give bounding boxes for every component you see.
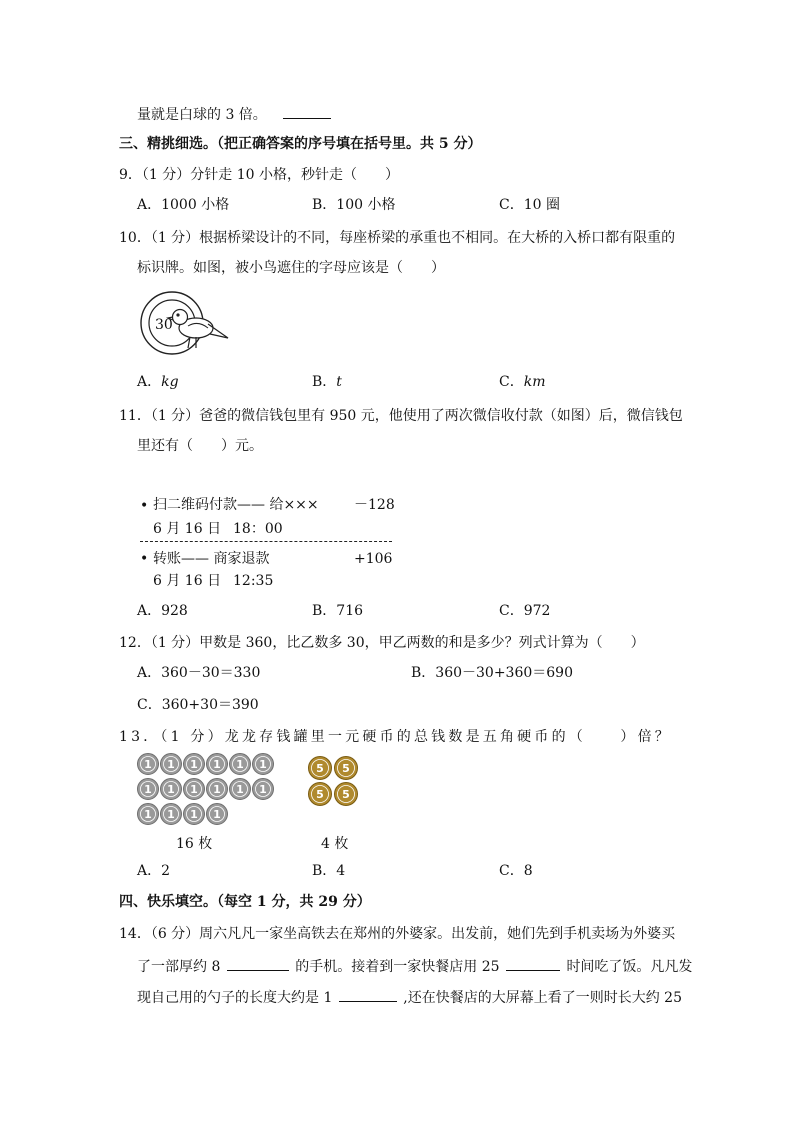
one-yuan-coin <box>253 754 274 775</box>
five-jiao-count-label: 4 枚 <box>321 836 349 852</box>
one-yuan-coin <box>161 779 182 800</box>
q9-option-a[interactable]: A．1000 小格 <box>137 197 230 213</box>
record-2-time: 12:35 <box>233 573 274 589</box>
svg-text:1: 1 <box>144 758 152 771</box>
q10-option-a-text: kg <box>161 374 179 390</box>
q10-option-c[interactable] <box>499 372 545 392</box>
svg-text:5: 5 <box>316 762 324 775</box>
record-1-amount: －128 <box>354 497 395 513</box>
record-divider <box>140 541 392 542</box>
one-yuan-coin <box>207 754 228 775</box>
q14-text-3: 时间吃了饭。凡凡发 <box>566 959 693 975</box>
record-2-desc: 转账—— 商家退款 <box>153 551 270 567</box>
five-jiao-coin <box>335 757 358 780</box>
q14-text-4: 现自己用的勺子的长度大约是 1 <box>137 990 333 1006</box>
q12-option-c[interactable]: C．360+30＝390 <box>137 697 259 713</box>
svg-text:5: 5 <box>342 788 350 801</box>
svg-text:1: 1 <box>213 783 221 796</box>
svg-text:1: 1 <box>259 758 267 771</box>
five-jiao-coin <box>309 783 332 806</box>
question-9: 9．（1 分）分针走 10 小格，秒针走（ ） <box>119 167 399 183</box>
q11-option-a[interactable]: A．928 <box>137 603 188 619</box>
five-jiao-coins <box>306 755 364 807</box>
one-yuan-coins <box>136 752 282 830</box>
sign-number: 30 <box>155 317 173 333</box>
q14-text-2: 的手机。接着到一家快餐店用 25 <box>295 959 500 975</box>
question-12: 12．（1 分）甲数是 360，比乙数多 30，甲乙两数的和是多少？列式计算为（ ） <box>119 635 645 651</box>
svg-text:1: 1 <box>167 808 175 821</box>
q13-option-a[interactable]: A．2 <box>137 863 171 879</box>
question-14-line3 <box>137 987 682 1008</box>
five-jiao-coin <box>309 757 332 780</box>
five-jiao-coin <box>335 783 358 806</box>
question-14-line2 <box>137 956 692 977</box>
svg-text:1: 1 <box>213 808 221 821</box>
svg-text:1: 1 <box>144 808 152 821</box>
q12-option-a[interactable]: A．360－30＝330 <box>137 665 261 681</box>
q14-text-5: ,还在快餐店的大屏幕上看了一则时长大约 25 <box>403 990 682 1006</box>
q10-option-a-letter: A． <box>137 374 162 390</box>
q8-tail <box>137 104 333 125</box>
one-yuan-coin <box>138 804 159 825</box>
one-yuan-count-label: 16 枚 <box>176 836 213 852</box>
record-2-amount: +106 <box>354 551 393 567</box>
one-yuan-coin <box>184 754 205 775</box>
svg-text:1: 1 <box>167 758 175 771</box>
svg-text:1: 1 <box>144 783 152 796</box>
one-yuan-coin <box>161 754 182 775</box>
question-10-line1: 10．（1 分）根据桥梁设计的不同，每座桥梁的承重也不相同。在大桥的入桥口都有限重的 <box>119 230 676 246</box>
svg-text:1: 1 <box>190 808 198 821</box>
q9-option-c[interactable]: C．10 圈 <box>499 197 560 213</box>
record-2-date: 6 月 16 日 <box>153 573 222 589</box>
q10-option-a[interactable] <box>137 372 179 392</box>
one-yuan-coin <box>230 779 251 800</box>
record-1-desc: 扫二维码付款—— 给××× <box>153 497 319 513</box>
answer-blank[interactable] <box>506 956 560 971</box>
question-14-line1: 14．（6 分）周六凡凡一家坐高铁去在郑州的外婆家。出发前，她们先到手机卖场为外婆买 <box>119 926 676 942</box>
answer-blank[interactable] <box>339 987 397 1002</box>
record-2-bullet-icon: • <box>140 551 149 567</box>
one-yuan-coin <box>207 804 228 825</box>
answer-blank[interactable] <box>283 104 331 119</box>
one-yuan-coin <box>253 779 274 800</box>
q13-option-b[interactable]: B．4 <box>312 863 346 879</box>
one-yuan-coin <box>184 779 205 800</box>
section-3-title: 三、精挑细选。（把正确答案的序号填在括号里。共 5 分） <box>119 136 482 152</box>
q8-tail-text: 量就是白球的 3 倍。 <box>137 107 267 123</box>
record-1-time: 18：00 <box>233 521 283 537</box>
svg-text:1: 1 <box>190 758 198 771</box>
one-yuan-coin <box>138 754 159 775</box>
q12-option-b[interactable]: B．360－30+360＝690 <box>411 665 573 681</box>
q9-option-b[interactable]: B．100 小格 <box>312 197 396 213</box>
q10-option-b[interactable] <box>312 372 342 392</box>
record-1-bullet-icon: • <box>140 498 149 514</box>
svg-text:1: 1 <box>236 758 244 771</box>
q11-option-b[interactable]: B．716 <box>312 603 364 619</box>
q13-option-c[interactable]: C．8 <box>499 863 533 879</box>
weight-limit-sign <box>138 290 238 358</box>
one-yuan-coin <box>138 779 159 800</box>
svg-text:1: 1 <box>190 783 198 796</box>
q10-option-c-letter: C． <box>499 374 524 390</box>
question-11-line1: 11．（1 分）爸爸的微信钱包里有 950 元，他使用了两次微信收付款（如图）后，微信钱包 <box>119 408 683 424</box>
question-13: 13．（1 分）龙龙存钱罐里一元硬币的总钱数是五角硬币的（ ）倍？ <box>119 729 672 745</box>
bird-icon <box>168 310 228 349</box>
q10-option-b-text: t <box>336 374 342 390</box>
svg-text:1: 1 <box>236 783 244 796</box>
answer-blank[interactable] <box>227 956 289 971</box>
svg-text:5: 5 <box>316 788 324 801</box>
q10-option-b-letter: B． <box>312 374 337 390</box>
section-4-title: 四、快乐填空。（每空 1 分，共 29 分） <box>119 894 371 910</box>
q10-option-c-text: km <box>523 374 546 390</box>
one-yuan-coin <box>207 779 228 800</box>
one-yuan-coin <box>161 804 182 825</box>
record-1-date: 6 月 16 日 <box>153 521 222 537</box>
svg-text:1: 1 <box>213 758 221 771</box>
one-yuan-coin <box>230 754 251 775</box>
q14-text-1: 了一部厚约 8 <box>137 959 221 975</box>
svg-text:1: 1 <box>259 783 267 796</box>
q11-option-c[interactable]: C．972 <box>499 603 551 619</box>
svg-text:5: 5 <box>342 762 350 775</box>
svg-text:1: 1 <box>167 783 175 796</box>
one-yuan-coin <box>184 804 205 825</box>
question-11-line2: 里还有（ ）元。 <box>137 438 263 454</box>
question-10-line2: 标识牌。如图，被小鸟遮住的字母应该是（ ） <box>137 260 445 276</box>
